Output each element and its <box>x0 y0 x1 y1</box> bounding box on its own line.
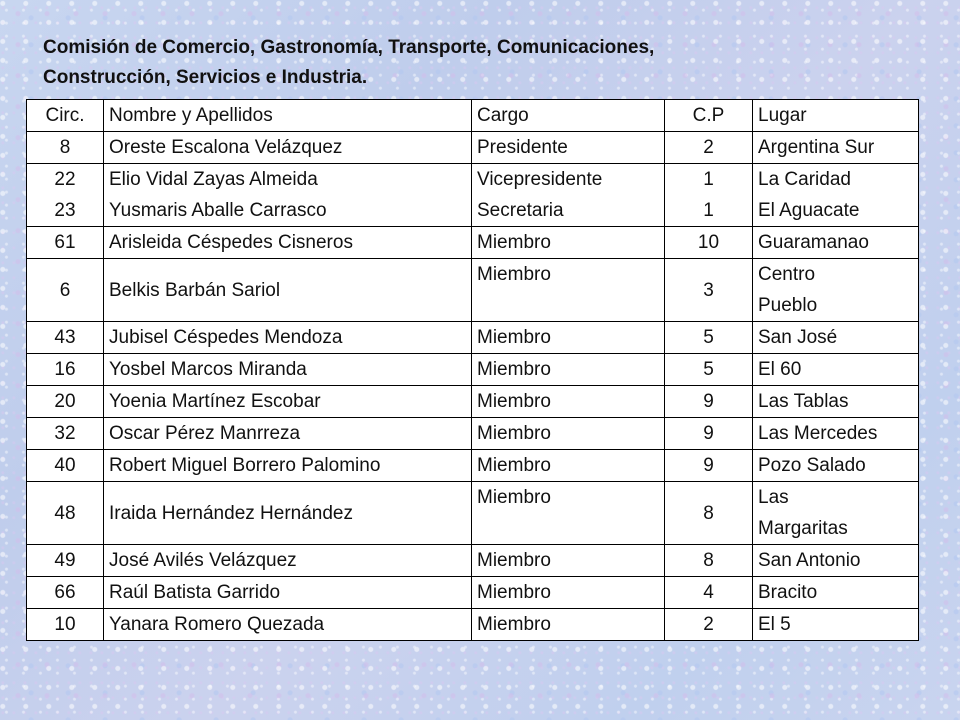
cell-circ <box>27 227 104 259</box>
cell-name-text: Robert Miguel Borrero Palomino <box>109 455 381 476</box>
cell-circ-text: 43 <box>54 327 76 348</box>
cell-place-text: La Caridad <box>758 169 851 190</box>
cell-name-text: Oreste Escalona Velázquez <box>109 137 343 158</box>
cell-place <box>753 164 919 227</box>
cell-cp <box>665 386 753 418</box>
cell-circ <box>27 259 104 322</box>
cell-circ-text: 40 <box>54 455 76 476</box>
cell-cp <box>665 545 753 577</box>
cell-place-text: El Aguacate <box>758 200 860 221</box>
table-row <box>27 482 919 545</box>
cell-name-text: Oscar Pérez Manrreza <box>109 423 301 444</box>
cell-role-text: Miembro <box>477 264 551 285</box>
cell-circ-text: 32 <box>54 423 76 444</box>
cell-circ <box>27 450 104 482</box>
members-table <box>26 99 919 641</box>
cell-name-text: Yusmaris Aballe Carrasco <box>109 200 327 221</box>
cell-name <box>104 577 472 609</box>
cell-name <box>104 259 472 322</box>
cell-place-text: San Antonio <box>758 550 861 571</box>
cell-place <box>753 577 919 609</box>
header-name: Nombre y Apellidos <box>104 100 472 132</box>
cell-name-text: Arisleida Céspedes Cisneros <box>109 232 353 253</box>
cell-circ <box>27 418 104 450</box>
cell-circ-text: 22 <box>54 169 76 190</box>
table-row <box>27 227 919 259</box>
commission-title-line-2: Construcción, Servicios e Industria. <box>43 67 368 88</box>
cell-cp-text: 1 <box>703 200 714 221</box>
cell-name-text: Yosbel Marcos Miranda <box>109 359 307 380</box>
cell-place <box>753 322 919 354</box>
cell-name-text: Yoenia Martínez Escobar <box>109 391 321 412</box>
cell-role-text: Secretaria <box>477 200 564 221</box>
cell-name <box>104 386 472 418</box>
members-table-body <box>27 132 919 641</box>
cell-cp-text: 2 <box>703 137 714 158</box>
cell-circ-text: 10 <box>54 614 76 635</box>
cell-role-text: Miembro <box>477 232 551 253</box>
cell-circ-text: 61 <box>54 232 76 253</box>
cell-place <box>753 545 919 577</box>
cell-cp-text: 5 <box>703 359 714 380</box>
cell-cp <box>665 450 753 482</box>
cell-place-text: El 5 <box>758 614 791 635</box>
cell-name <box>104 545 472 577</box>
cell-cp <box>665 322 753 354</box>
cell-name <box>104 482 472 545</box>
cell-place-text: Argentina Sur <box>758 137 875 158</box>
cell-place <box>753 132 919 164</box>
cell-cp <box>665 132 753 164</box>
cell-place-text: Las <box>758 487 789 508</box>
cell-circ <box>27 609 104 641</box>
cell-place-text: El 60 <box>758 359 802 380</box>
cell-cp-text: 9 <box>703 391 714 412</box>
cell-cp-text: 8 <box>703 550 714 571</box>
cell-cp <box>665 354 753 386</box>
table-row <box>27 164 919 227</box>
table-row <box>27 354 919 386</box>
cell-circ-text: 6 <box>59 279 71 301</box>
cell-circ <box>27 545 104 577</box>
cell-place <box>753 450 919 482</box>
cell-role <box>472 322 665 354</box>
cell-circ <box>27 354 104 386</box>
cell-role-text: Miembro <box>477 487 551 508</box>
cell-role-text: Miembro <box>477 455 551 476</box>
header-role: Cargo <box>472 100 665 132</box>
cell-cp <box>665 577 753 609</box>
cell-role <box>472 418 665 450</box>
cell-name <box>104 354 472 386</box>
cell-role-text: Miembro <box>477 359 551 380</box>
cell-circ <box>27 132 104 164</box>
members-table-header <box>27 100 919 132</box>
header-place: Lugar <box>753 100 919 132</box>
cell-role-text: Miembro <box>477 423 551 444</box>
cell-cp-text: 1 <box>703 169 714 190</box>
cell-role <box>472 450 665 482</box>
cell-name <box>104 164 472 227</box>
cell-place-text: Las Mercedes <box>758 423 878 444</box>
cell-place-text: Las Tablas <box>758 391 849 412</box>
table-row <box>27 609 919 641</box>
cell-place <box>753 609 919 641</box>
cell-place-text: Margaritas <box>758 518 848 539</box>
cell-place-text: Guaramanao <box>758 232 869 253</box>
cell-place-text: Bracito <box>758 582 818 603</box>
cell-name <box>104 418 472 450</box>
cell-cp-text: 10 <box>697 232 720 253</box>
cell-circ <box>27 164 104 227</box>
cell-name <box>104 132 472 164</box>
table-row <box>27 545 919 577</box>
cell-place-text: Pueblo <box>758 295 818 316</box>
cell-cp <box>665 609 753 641</box>
cell-role-text: Miembro <box>477 582 551 603</box>
table-row <box>27 418 919 450</box>
cell-role <box>472 164 665 227</box>
cell-circ <box>27 386 104 418</box>
cell-role <box>472 227 665 259</box>
cell-role-text: Miembro <box>477 550 551 571</box>
cell-circ-text: 48 <box>54 502 76 524</box>
cell-cp-text: 2 <box>703 614 714 635</box>
commission-title <box>43 33 909 93</box>
cell-name-text: Iraida Hernández Hernández <box>109 502 353 524</box>
cell-place <box>753 227 919 259</box>
commission-title-line-1: Comisión de Comercio, Gastronomía, Transporte, Comunicaciones, <box>43 37 655 58</box>
cell-name <box>104 450 472 482</box>
cell-circ-text: 66 <box>54 582 76 603</box>
cell-place-text: San José <box>758 327 838 348</box>
cell-role <box>472 577 665 609</box>
cell-role <box>472 354 665 386</box>
cell-circ <box>27 577 104 609</box>
cell-cp <box>665 259 753 322</box>
cell-cp <box>665 164 753 227</box>
header-circ: Circ. <box>27 100 104 132</box>
cell-cp-text: 9 <box>703 455 714 476</box>
cell-circ <box>27 482 104 545</box>
cell-cp-text: 4 <box>703 582 714 603</box>
table-row <box>27 386 919 418</box>
cell-cp <box>665 482 753 545</box>
cell-cp-text: 3 <box>703 279 714 301</box>
table-row <box>27 577 919 609</box>
cell-circ-text: 16 <box>54 359 76 380</box>
cell-place <box>753 354 919 386</box>
cell-circ-text: 49 <box>54 550 76 571</box>
cell-role <box>472 609 665 641</box>
table-row <box>27 450 919 482</box>
cell-place <box>753 386 919 418</box>
cell-cp-text: 8 <box>703 502 714 524</box>
cell-role <box>472 482 665 545</box>
cell-name <box>104 609 472 641</box>
cell-cp <box>665 227 753 259</box>
cell-cp <box>665 418 753 450</box>
cell-role-text: Presidente <box>477 137 568 158</box>
cell-role-text: Miembro <box>477 391 551 412</box>
cell-name-text: Elio Vidal Zayas Almeida <box>109 169 318 190</box>
cell-place-text: Pozo Salado <box>758 455 866 476</box>
cell-place <box>753 418 919 450</box>
header-row <box>27 100 919 132</box>
cell-cp-text: 5 <box>703 327 714 348</box>
cell-role <box>472 545 665 577</box>
cell-circ-text: 23 <box>54 200 76 221</box>
cell-name-text: Raúl Batista Garrido <box>109 582 281 603</box>
cell-name-text: Yanara Romero Quezada <box>109 614 325 635</box>
cell-role <box>472 259 665 322</box>
cell-place-text: Centro <box>758 264 816 285</box>
cell-circ-text: 20 <box>54 391 76 412</box>
cell-name-text: Belkis Barbán Sariol <box>109 279 281 301</box>
cell-circ <box>27 322 104 354</box>
cell-role <box>472 386 665 418</box>
cell-role-text: Vicepresidente <box>477 169 603 190</box>
cell-role-text: Miembro <box>477 327 551 348</box>
cell-circ-text: 8 <box>59 137 71 158</box>
cell-name <box>104 227 472 259</box>
cell-cp-text: 9 <box>703 423 714 444</box>
table-row <box>27 322 919 354</box>
cell-place <box>753 259 919 322</box>
cell-name-text: Jubisel Céspedes Mendoza <box>109 327 343 348</box>
cell-role <box>472 132 665 164</box>
table-row <box>27 132 919 164</box>
table-row <box>27 259 919 322</box>
cell-place <box>753 482 919 545</box>
cell-role-text: Miembro <box>477 614 551 635</box>
header-cp: C.P <box>665 100 753 132</box>
cell-name <box>104 322 472 354</box>
cell-name-text: José Avilés Velázquez <box>109 550 297 571</box>
